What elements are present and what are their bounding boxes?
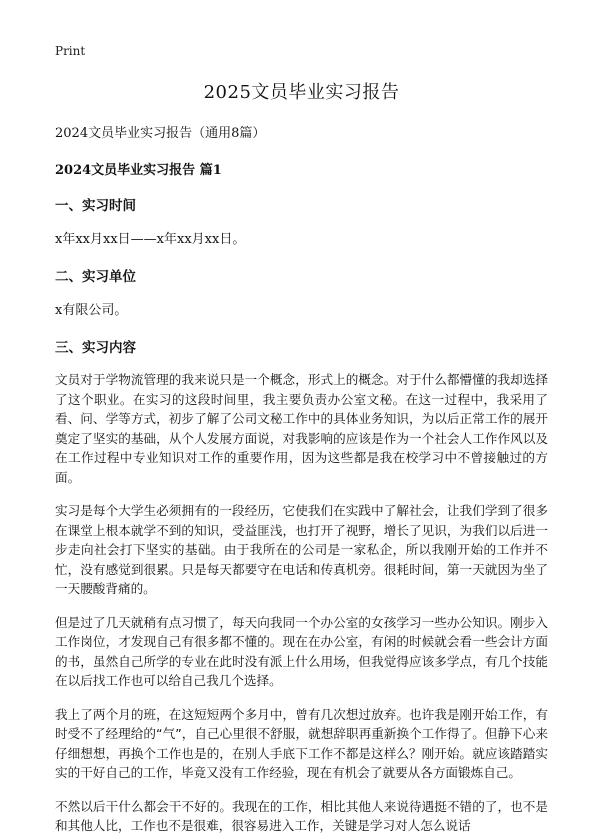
body-paragraph: 文员对于学物流管理的我来说只是一个概念，形式上的概念。对于什么都懵懂的我却选择了这个职业。在实习的这段时间里，我主要负责办公室文秘。在这一过程中，我采用了看、问、学等方式，初步了解了公司文秘工作中的具体业务知识，为以后正常工作的展开奠定了坚实的基础，从个人发展方面说，对我影响的应该是作为一个社会人工作作风以及在工作过程中专业知识对工作的重要作用，因为这些都是我在校学习中不曾接触过的方面。 (55, 372, 548, 485)
section-heading-internship-content: 三、实习内容 (55, 340, 136, 356)
section-heading-internship-time: 一、实习时间 (55, 198, 136, 214)
print-link[interactable]: Print (55, 44, 86, 58)
section-text-internship-unit: x有限公司。 (55, 303, 128, 318)
body-paragraph: 不然以后干什么都会干不好的。我现在的工作，相比其他人来说待遇挺不错的了，也不是和其他人比，工作也不是很难，很容易进入工作，关键是学习对人怎么说话 (55, 798, 548, 833)
document-subtitle: 2024文员毕业实习报告（通用8篇） (55, 126, 266, 141)
body-paragraph: 实习是每个大学生必须拥有的一段经历，它使我们在实践中了解社会，让我们学到了很多在课堂上根本就学不到的知识，受益匪浅，也打开了视野，增长了见识，为我们以后进一步走向社会打下坚实的基础。由于我所在的公司是一家私企，所以我刚开始的工作并不忙，没有感觉到很累。只是每天都要守在电话和传真机旁。很耗时间，第一天就因为坐了一天腰酸背痛的。 (55, 503, 548, 596)
body-paragraph: 但是过了几天就稍有点习惯了，每天向我同一个办公室的女孩学习一些办公知识。刚步入工作岗位，才发现自己有很多都不懂的。现在在办公室，有闲的时候就会看一些会计方面的书，虽然自己所学的专业在此时没有派上什么用场，但我觉得应该多学点，有几个技能在以后找工作也可以给自己我几个选择。 (55, 614, 548, 688)
section-heading-internship-unit: 二、实习单位 (55, 269, 136, 285)
section-text-internship-time: x年xx月xx日——x年xx月xx日。 (55, 232, 246, 247)
body-paragraph: 我上了两个月的班，在这短短两个多月中，曾有几次想过放弃。也许我是刚开始工作，有时受不了经理给的“气”，自己心里很不舒服，就想辞职再重新换个工作得了。但静下心来仔细想想，再换个工作也是的，在别人手底下工作不都是这样么？刚开始。就应该踏踏实实的干好自己的工作，毕竟又没有工作经验，现在有机会了就要从各方面锻炼自己。 (55, 706, 548, 780)
part-heading: 2024文员毕业实习报告 篇1 (55, 163, 222, 178)
document-title: 2025文员毕业实习报告 (203, 82, 400, 103)
